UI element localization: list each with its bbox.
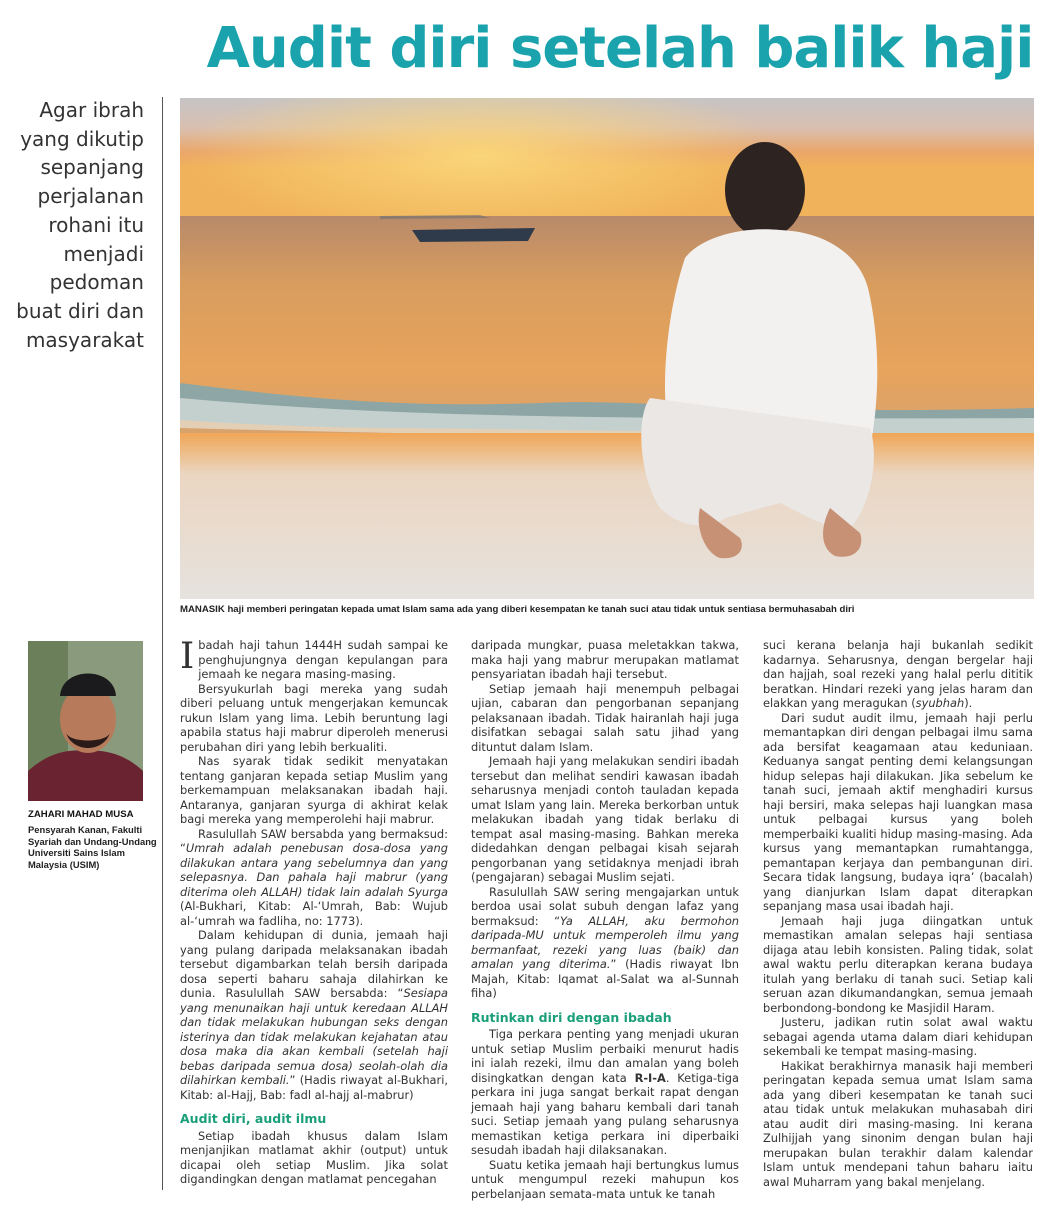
subheading: Rutinkan diri dengan ibadah	[471, 1009, 672, 1025]
paragraph: Ibadah haji tahun 1444H sudah sampai ke penghujungnya dengan kepulangan para jemaah ke negara masing-masing.	[180, 636, 448, 681]
pull-quote-line: menjadi	[63, 241, 144, 266]
paragraph: Tiga perkara penting yang menjadi ukuran untuk setiap Muslim perbaiki menurut hadis ini ialah rezeki, ilmu dan amalan yang boleh disingkatkan dengan kata R-I-A. Ketiga-tiga perkara ini juga sangat berkait rapat dengan jemaah haji yang baharu kembali dari tanah suci. Setiap jemaah yang pulang seharusnya memastikan ketiga perkara ini diperbaiki sesudah ibadah haji dilaksanakan.	[471, 1027, 739, 1157]
head	[725, 142, 805, 238]
author-name: ZAHARI MAHAD MUSA	[28, 809, 134, 820]
drop-cap: I	[180, 636, 195, 677]
pull-quote	[6, 96, 144, 354]
paragraph: Setiap jemaah haji menempuh pelbagai ujian, cabaran dan pengorbanan sepanjang pelaksanaan ibadah. Tidak hairanlah haji juga disifatkan sebagai salah satu jihad yang dituntut dalam Islam.	[471, 681, 739, 754]
paragraph: Dari sudut audit ilmu, jemaah haji perlu memantapkan diri dengan pelbagai ilmu sama ada bersifat keagamaan atau keduniaan. Keduanya sangat penting demi kelangsungan hidup selepas haji dilakukan. Jika sebelum ke tanah suci, jemaah aktif menghadiri kursus haji bersiri, maka selepas haji luangkan masa untuk pelbagai kursus yang boleh memperbaiki kualiti hidup masing-masing. Ada kursus yang memantapkan rumahtangga, pemantapan kerjaya dan pembangunan diri. Secara tidak langsung, budaya iqra’ (bacalah) yang dianjurkan Islam dapat diterapkan sepanjang masa usai ibadah haji.	[763, 710, 1033, 913]
photo-caption	[180, 604, 1040, 615]
pull-quote-line: rohani itu	[48, 212, 144, 237]
paragraph: Rasulullah SAW sering mengajarkan untuk berdoa usai solat subuh dengan lafaz yang bermaksud: “Ya ALLAH, aku bermohon daripada-MU untuk memperoleh ilmu yang bermanfaat, rezeki yang luas (baik) dan amalan yang diterima.” (Hadis riwayat Ibn Majah, Kitab: Iqamat al-Salat wa al-Sunnah fiha)	[471, 884, 740, 1000]
pull-quote-line: masyarakat	[25, 327, 144, 352]
caption-text: haji memberi peringatan kepada umat Islam sama ada yang diberi kesempatan ke tanah suci atau tidak untuk sentiasa bermuhasabah diri	[224, 604, 855, 615]
paragraph: Setiap ibadah khusus dalam Islam menjanjikan matlamat akhir (output) untuk dicapai oleh setiap Muslim. Jika solat digandingkan dengan matlamat pencegahan	[180, 1128, 448, 1186]
column-divider	[162, 97, 163, 1190]
paragraph: Bersyukurlah bagi mereka yang sudah diberi peluang untuk mengerjakan kemuncak rukun Islam yang lima. Lebih beruntung lagi apabila status haji mabrur diperoleh menerusi perubahan diri yang lebih berkualiti.	[180, 681, 448, 754]
article-column-3	[763, 638, 1033, 1189]
caption-lead: MANASIK	[180, 604, 225, 615]
paragraph: suci kerana belanja haji bukanlah sedikit kadarnya. Seharusnya, dengan bergelar haji dan hajjah, soal rezeki yang halal perlu dititik beratkan. Hindari rezeki yang jelas haram dan elakkan yang meragukan (syubhah).	[763, 638, 1033, 710]
pull-quote-line: perjalanan	[37, 184, 144, 209]
paragraph: Suatu ketika jemaah haji bertungkus lumus untuk mengumpul rezeki mahupun kos perbelanjaan semata-mata untuk ke tanah	[471, 1157, 739, 1201]
paragraph: Hakikat berakhirnya manasik haji memberi peringatan kepada semua umat Islam sama ada yang diberi kesempatan ke tanah suci atau tidak untuk melakukan muhasabah diri atau audit diri masing-masing. Ini kerana Zulhijjah yang sinonim dengan bulan haji merupakan bulan terakhir dalam kalendar Islam untuk mendepani tahun baharu iaitu awal Muharram yang bakal menjelang.	[763, 1058, 1033, 1189]
article-column-2	[471, 638, 739, 1201]
pull-quote-line: Agar ibrah	[39, 98, 144, 122]
headline: Audit diri setelah balik haji	[206, 16, 1034, 81]
article-column-1	[180, 638, 448, 1187]
paragraph: Dalam kehidupan di dunia, jemaah haji yang pulang daripada melaksanakan ibadah tersebut digambarkan telah bersih daripada dosa seperti baharu sahaja dilahirkan ke dunia. Rasulullah SAW bersabda: “Sesiapa yang menunaikan haji untuk keredaan ALLAH dan tidak melakukan hubungan seks dengan isterinya dan tidak melakukan kejahatan atau dosa maka dia akan kembali (setelah haji bebas daripada semua dosa) seolah-olah dia dilahirkan kembali.” (Hadis riwayat al-Bukhari, Kitab: al-Hajj, Bab: fadl al-hajj al-mabrur)	[180, 928, 449, 1102]
paragraph: Rasulullah SAW bersabda yang bermaksud: “Umrah adalah penebusan dosa-dosa yang dilakukan antara yang sebelumnya dan yang selepasnya. Dan pahala haji mabrur (yang diterima oleh ALLAH) tidak lain adalah Syurga (Al-Bukhari, Kitab: Al-‘Umrah, Bab: Wujub al-‘umrah wa fadliha, no: 1773).	[180, 826, 448, 928]
paragraph: Jemaah haji yang melakukan sendiri ibadah tersebut dan melihat sendiri kawasan ibadah seharusnya menjadi contoh tauladan kepada umat Islam yang lain. Mereka berkorban untuk melakukan ibadah yang tidak berlaku di tempat asal masing-masing. Bahkan mereka didedahkan dengan pelbagai kisah sejarah pengorbanan yang setidaknya menjadi ibrah (pengajaran) sebagai Muslim sejati.	[471, 754, 739, 884]
paragraph: Justeru, jadikan rutin solat awal waktu sebagai agenda utama dalam diari kehidupan sekembali ke tempat masing-masing.	[763, 1015, 1033, 1058]
subheading: Audit diri, audit ilmu	[180, 1111, 327, 1126]
pull-quote-line: yang dikutip	[20, 126, 144, 151]
author-title: Pensyarah Kanan, Fakulti Syariah dan Undang-Undang Universiti Sains Islam Malaysia (USIM)	[28, 824, 157, 870]
sand	[180, 433, 1034, 599]
pull-quote-line: sepanjang	[40, 155, 144, 180]
beach-sunset-photo	[180, 98, 1034, 599]
paragraph: Jemaah haji juga diingatkan untuk memastikan amalan selepas haji sentiasa dijaga atau lebih konsisten. Paling tidak, solat awal waktu perlu diterapkan kerana budaya itulah yang berlaku di tanah suci. Setiap kali seruan azan dikumandangkan, semua jemaah berbondong-bondong ke Masjidil Haram.	[763, 913, 1033, 1015]
pull-quote-line: buat diri dan	[16, 298, 144, 323]
pull-quote-line: pedoman	[49, 270, 144, 295]
author-photo	[28, 641, 143, 801]
boat	[412, 228, 535, 242]
paragraph: daripada mungkar, puasa meletakkan takwa, maka haji yang mabrur merupakan matlamat pensyariatan ibadah haji tersebut.	[471, 638, 739, 681]
paragraph: Nas syarak tidak sedikit menyatakan tentang ganjaran kepada setiap Muslim yang berkemampuan melaksanakan ibadah haji. Antaranya, ganjaran syurga di akhirat kelak bagi mereka yang memperolehi haji mabrur.	[180, 754, 448, 826]
